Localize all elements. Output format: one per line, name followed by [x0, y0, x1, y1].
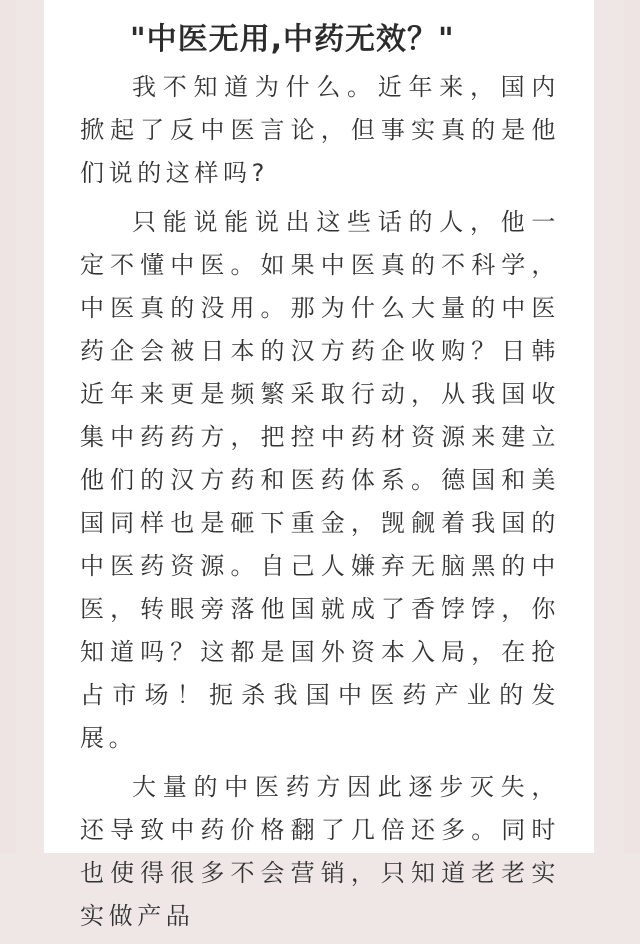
article-card [44, 0, 594, 930]
paragraph-3: 大量的中医药方因此逐步灭失，还导致中药价格翻了几倍还多。同时也使得很多不会营销，只知道老老实实做产品 [80, 773, 560, 930]
article-title: "中医无用,中药无效？" [130, 22, 455, 57]
paragraph-2: 只能说能说出这些话的人，他一定不懂中医。如果中医真的不科学，中医真的没用。那为什么大量的中医药企会被日本的汉方药企收购？日韩近年来更是频繁采取行动，从我国收集中药药方，把控中药材资源来建立他们的汉方药和医药体系。德国和美国同样也是砸下重金，觊觎着我国的中医药资源。自己人嫌弃无脑黑的中医，转眼旁落他国就成了香饽饽，你知道吗？这都是国外资本入局，在抢占市场！扼杀我国中医药产业的发展。 [80, 208, 560, 752]
paragraph-1: 我不知道为什么。近年来，国内掀起了反中医言论，但事实真的是他们说的这样吗? [80, 73, 560, 187]
article-body [80, 14, 560, 944]
page-margin-right [624, 0, 640, 853]
page-margin-left [0, 0, 16, 853]
